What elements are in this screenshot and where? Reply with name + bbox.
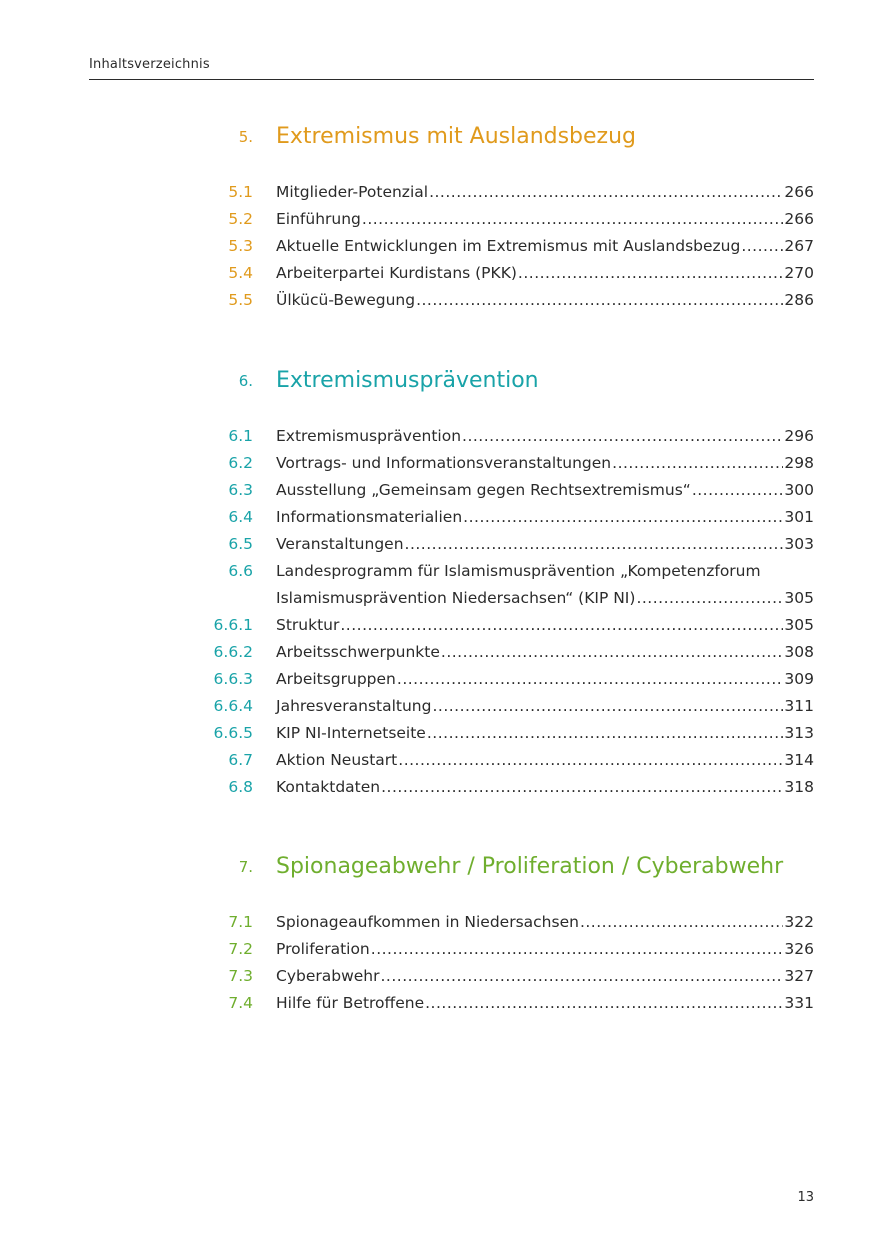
entry-page: 308 [784, 643, 814, 661]
entry-number: 5.2 [228, 210, 253, 228]
entry-page: 326 [784, 940, 814, 958]
toc-entry[interactable] [0, 233, 875, 260]
entry-title-line1: Landesprogramm für Islamismusprävention „Kompetenzforum [276, 562, 761, 580]
dot-leader [398, 747, 783, 774]
section-title: Extremismusprävention [276, 368, 539, 393]
dot-leader [381, 774, 783, 801]
dot-leader [427, 720, 784, 747]
entry-number: 6.2 [228, 454, 253, 472]
toc-section-7 [0, 852, 875, 1017]
dot-leader [636, 585, 783, 612]
entry-number: 6.6.3 [213, 670, 253, 688]
entry-title: Cyberabwehr [276, 967, 380, 985]
page-number: 13 [797, 1190, 814, 1205]
entry-title: Aktion Neustart [276, 751, 398, 769]
toc-entry[interactable] [0, 206, 875, 233]
toc-entry[interactable] [0, 720, 875, 747]
entry-number: 6.5 [228, 535, 253, 553]
dot-leader [405, 531, 784, 558]
entry-title: Hilfe für Betroffene [276, 994, 425, 1012]
entry-page: 266 [784, 210, 814, 228]
entry-title: Struktur [276, 616, 340, 634]
entry-title: Extremismusprävention [276, 427, 462, 445]
entry-page: 309 [784, 670, 814, 688]
section-title: Spionageabwehr / Proliferation / Cyberabwehr [276, 854, 784, 879]
entry-page: 331 [784, 994, 814, 1012]
toc-entry[interactable] [0, 423, 875, 450]
entry-page: 313 [784, 724, 814, 742]
entry-number: 6.6.1 [213, 616, 253, 634]
section-heading [0, 366, 875, 396]
toc-entry[interactable] [0, 774, 875, 801]
dot-leader [425, 990, 783, 1017]
entry-number: 5.1 [228, 183, 253, 201]
toc-entry[interactable] [0, 287, 875, 314]
dot-leader [340, 612, 783, 639]
dot-leader [441, 639, 784, 666]
entry-title: Jahresveranstaltung [276, 697, 432, 715]
toc-section-6 [0, 366, 875, 801]
entry-title: Proliferation [276, 940, 370, 958]
entry-number: 7.4 [228, 994, 253, 1012]
entry-number: 5.3 [228, 237, 253, 255]
entry-page: 314 [784, 751, 814, 769]
toc-entry[interactable] [0, 260, 875, 287]
entry-number: 6.4 [228, 508, 253, 526]
entry-page: 267 [784, 237, 814, 255]
toc-entry[interactable] [0, 666, 875, 693]
entry-title: Veranstaltungen [276, 535, 404, 553]
entry-number: 5.4 [228, 264, 253, 282]
dot-leader [518, 260, 783, 287]
entry-page: 266 [784, 183, 814, 201]
entry-number: 6.1 [228, 427, 253, 445]
toc-entry[interactable] [0, 477, 875, 504]
entry-number: 6.6.2 [213, 643, 253, 661]
running-header: Inhaltsverzeichnis [89, 57, 814, 80]
entry-number: 7.1 [228, 913, 253, 931]
entry-page: 296 [784, 427, 814, 445]
entry-title: Aktuelle Entwicklungen im Extremismus mit Auslandsbezug [276, 237, 741, 255]
entry-title: Vortrags- und Informationsveranstaltungen [276, 454, 612, 472]
section-heading [0, 122, 875, 152]
toc-section-5 [0, 122, 875, 314]
toc-entry[interactable] [0, 558, 875, 612]
entry-title: Einführung [276, 210, 361, 228]
toc-entry[interactable] [0, 936, 875, 963]
entry-page: 300 [784, 481, 814, 499]
section-heading [0, 852, 875, 882]
dot-leader [463, 504, 783, 531]
dot-leader [362, 206, 784, 233]
section-title: Extremismus mit Auslandsbezug [276, 124, 637, 149]
dot-leader [416, 287, 783, 314]
dot-leader [692, 477, 784, 504]
entry-page: 298 [784, 454, 814, 472]
entry-page: 270 [784, 264, 814, 282]
entry-page: 286 [784, 291, 814, 309]
entry-title: Arbeiterpartei Kurdistans (PKK) [276, 264, 517, 282]
dot-leader [612, 450, 783, 477]
entry-number: 6.6.4 [213, 697, 253, 715]
toc-entry[interactable] [0, 963, 875, 990]
entry-page: 301 [784, 508, 814, 526]
entry-title: Spionageaufkommen in Niedersachsen [276, 913, 579, 931]
entry-title: Arbeitsgruppen [276, 670, 396, 688]
section-number: 5. [238, 128, 253, 146]
entry-page: 305 [784, 616, 814, 634]
toc-entry[interactable] [0, 531, 875, 558]
section-number: 7. [238, 858, 253, 876]
entry-number: 6.6 [228, 562, 253, 580]
toc-entry[interactable] [0, 504, 875, 531]
toc-entry[interactable] [0, 693, 875, 720]
dot-leader [741, 233, 783, 260]
section-number: 6. [238, 372, 253, 390]
entry-number: 6.6.5 [213, 724, 253, 742]
entry-number: 5.5 [228, 291, 253, 309]
dot-leader [580, 909, 783, 936]
entry-number: 6.7 [228, 751, 253, 769]
entry-title: Ülkücü-Bewegung [276, 291, 416, 309]
toc-entry[interactable] [0, 612, 875, 639]
entry-page: 322 [784, 913, 814, 931]
dot-leader [462, 423, 783, 450]
entry-page: 305 [784, 589, 814, 607]
entry-number: 7.2 [228, 940, 253, 958]
toc-entry[interactable] [0, 639, 875, 666]
entry-page: 318 [784, 778, 814, 796]
toc-entry[interactable] [0, 179, 875, 206]
entry-title: Informationsmaterialien [276, 508, 463, 526]
dot-leader [371, 936, 784, 963]
entry-title: KIP NI-Internetseite [276, 724, 426, 742]
dot-leader [397, 666, 784, 693]
entry-title: Ausstellung „Gemeinsam gegen Rechtsextremismus“ [276, 481, 691, 499]
toc-entry[interactable] [0, 747, 875, 774]
entry-page: 327 [784, 967, 814, 985]
entry-title: Islamismusprävention Niedersachsen“ (KIP NI) [276, 589, 636, 607]
entry-number: 6.3 [228, 481, 253, 499]
entry-number: 7.3 [228, 967, 253, 985]
entry-title: Arbeitsschwerpunkte [276, 643, 440, 661]
entry-title: Kontaktdaten [276, 778, 381, 796]
dot-leader [429, 179, 783, 206]
entry-title: Mitglieder-Potenzial [276, 183, 429, 201]
entry-page: 303 [784, 535, 814, 553]
entry-page: 311 [784, 697, 814, 715]
toc-entry[interactable] [0, 909, 875, 936]
dot-leader [381, 963, 784, 990]
toc-entry[interactable] [0, 990, 875, 1017]
toc-entry[interactable] [0, 450, 875, 477]
dot-leader [432, 693, 783, 720]
entry-number: 6.8 [228, 778, 253, 796]
